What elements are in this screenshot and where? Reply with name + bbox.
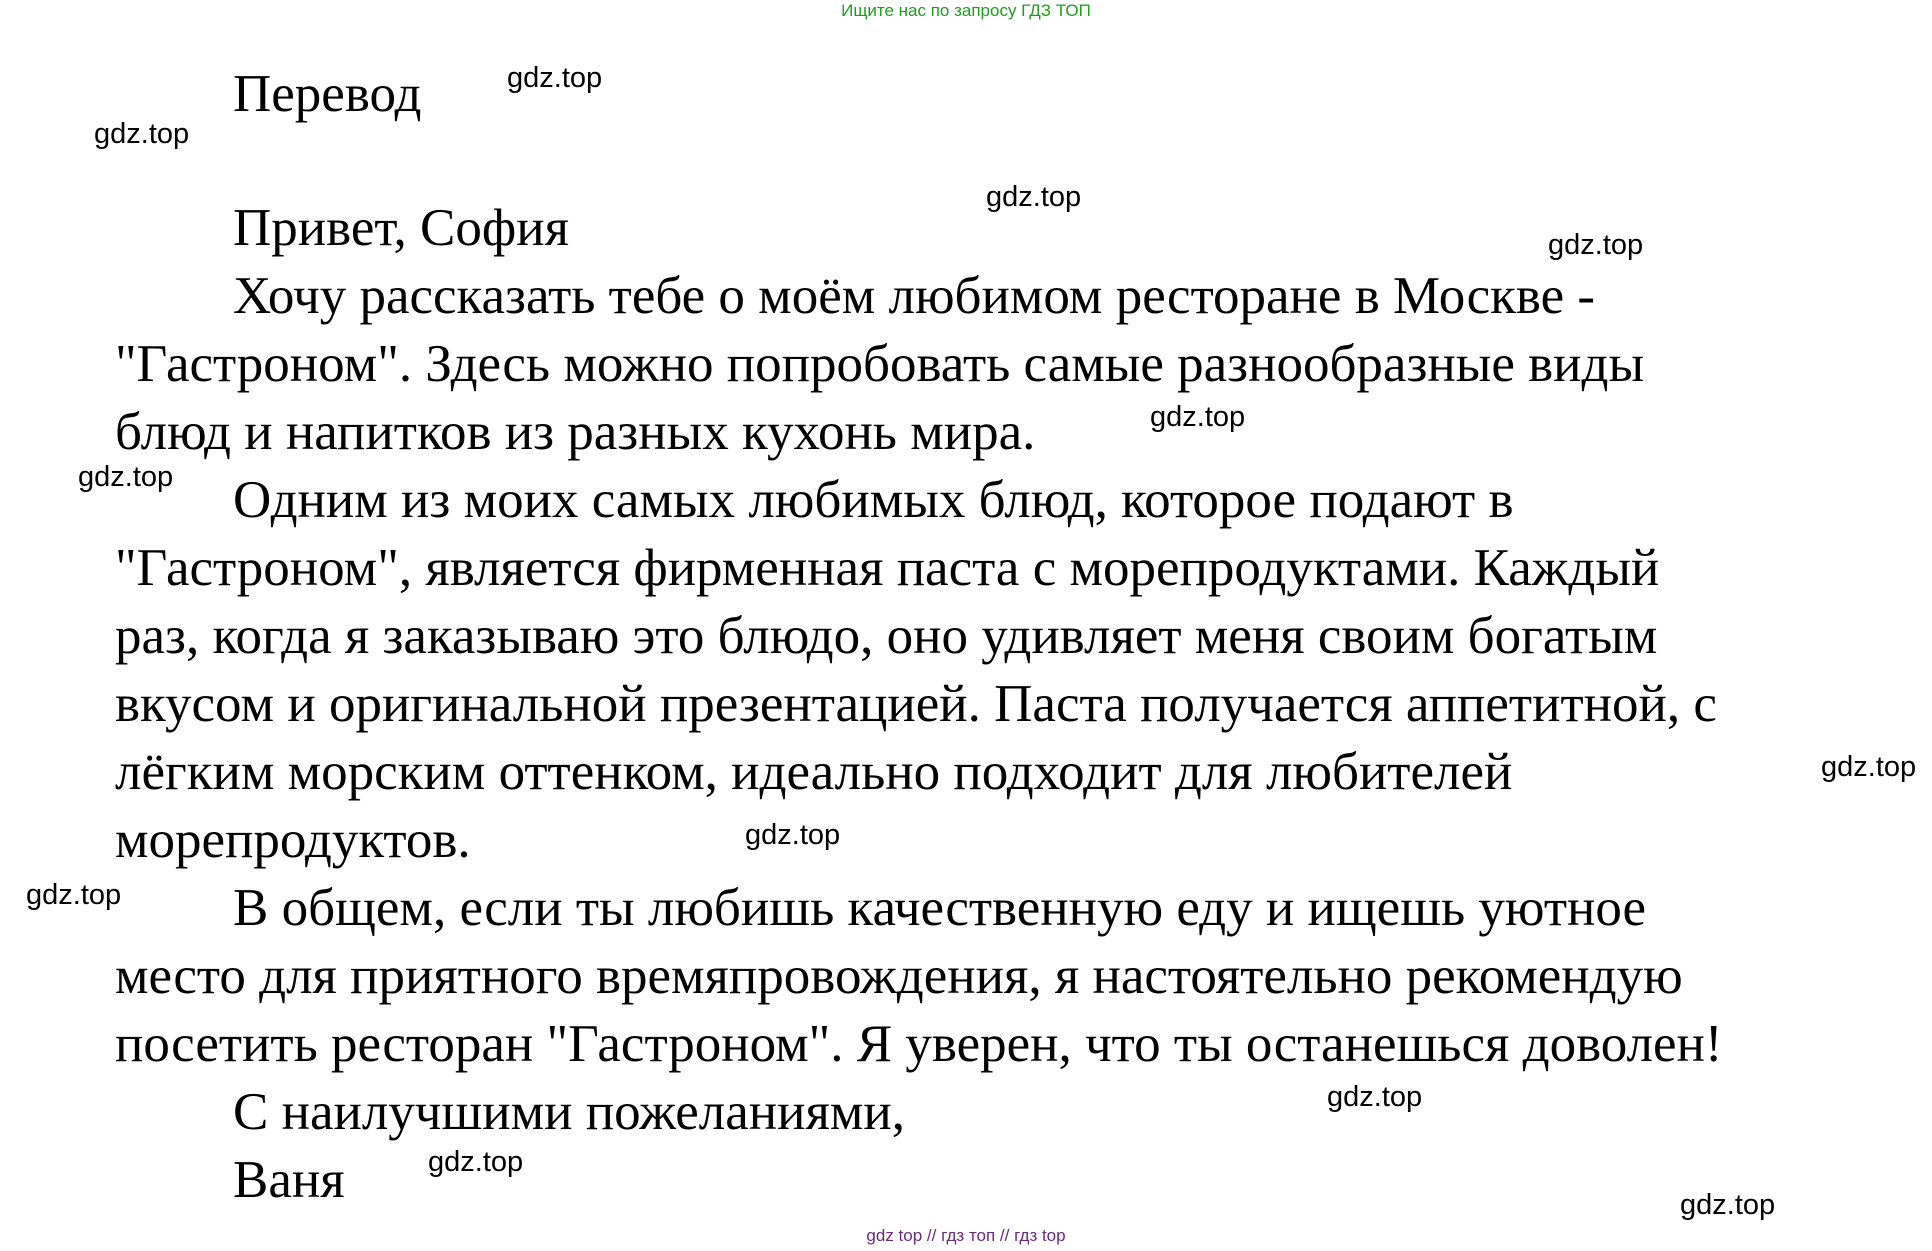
watermark: gdz.top (78, 461, 174, 493)
paragraph-2-line-3: раз, когда я заказываю это блюдо, оно удивляет меня своим богатым (115, 607, 1658, 665)
footer: gdz top // гдз топ // гдз top (866, 1226, 1066, 1245)
page-title: Перевод (233, 65, 422, 123)
paragraph-3-line-2: место для приятного времяпровождения, я настоятельно рекомендую (115, 947, 1683, 1005)
paragraph-3-line-1: В общем, если ты любишь качественную еду и ищешь уютное (233, 879, 1647, 937)
watermark: gdz.top (507, 62, 603, 94)
watermark: gdz.top (26, 879, 122, 911)
watermark: gdz.top (1150, 401, 1246, 433)
watermark: gdz.top (94, 118, 190, 150)
paragraph-2-line-2: "Гастроном", является фирменная паста с морепродуктами. Каждый (115, 539, 1660, 597)
watermark: gdz.top (986, 181, 1082, 213)
watermark: gdz.top (1548, 229, 1644, 261)
top-banner: Ищите нас по запросу ГДЗ ТОП (841, 1, 1091, 20)
paragraph-1-line-2: "Гастроном". Здесь можно попробовать самые разнообразные виды (115, 335, 1645, 393)
paragraph-1-line-3: блюд и напитков из разных кухонь мира. (115, 403, 1036, 461)
paragraph-3-line-3: посетить ресторан "Гастроном". Я уверен, что ты останешься доволен! (115, 1015, 1723, 1073)
paragraph-2-line-4: вкусом и оригинальной презентацией. Паста получается аппетитной, с (115, 675, 1717, 733)
paragraph-1-line-1: Хочу рассказать тебе о моём любимом ресторане в Москве - (233, 267, 1596, 325)
paragraph-2-line-6: морепродуктов. (115, 811, 471, 869)
watermark: gdz.top (428, 1146, 524, 1178)
watermark: gdz.top (1821, 751, 1917, 783)
watermark: gdz.top (745, 819, 841, 851)
paragraph-2-line-5: лёгким морским оттенком, идеально подходит для любителей (115, 743, 1513, 801)
greeting: Привет, София (233, 199, 569, 257)
closing: С наилучшими пожеланиями, (233, 1083, 905, 1141)
signature: Ваня (233, 1151, 345, 1209)
paragraph-2-line-1: Одним из моих самых любимых блюд, которое подают в (233, 471, 1514, 529)
watermark: gdz.top (1327, 1081, 1423, 1113)
watermark: gdz.top (1680, 1189, 1776, 1221)
